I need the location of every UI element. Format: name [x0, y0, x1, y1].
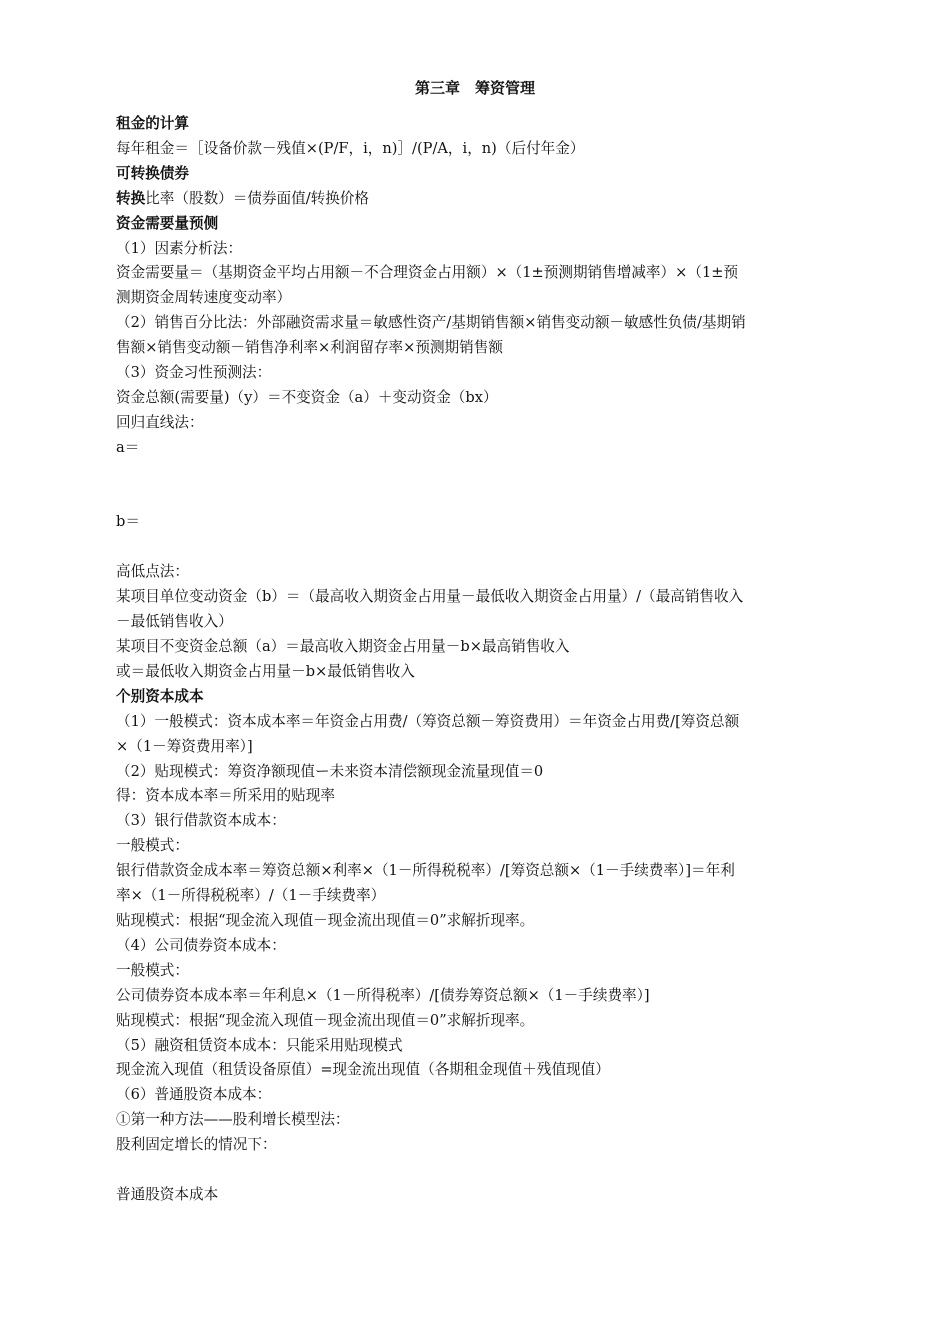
common-stock-cost-label: 普通股资本成本: [116, 1185, 219, 1203]
high-low-title: 高低点法：: [116, 563, 189, 581]
dividend-growth-method: ①第一种方法——股利增长模型法：: [116, 1111, 350, 1129]
high-low-b-line-2: －最低销售收入）: [116, 613, 233, 631]
formula-space: [116, 461, 852, 511]
bond-discount: 贴现模式：根据“现金流入现值－现金流出现值＝0”求解折现率。: [116, 1011, 535, 1029]
formula-space: [116, 1158, 852, 1183]
section-heading-rent: 租金的计算: [116, 115, 189, 132]
fund-habit-title: （3）资金习性预测法：: [116, 364, 272, 382]
conversion-ratio-text: 比率（股数）＝债券面值/转换价格: [145, 189, 370, 207]
bank-loan-formula-line-1: 银行借款资金成本率＝筹资总额×利率×（1－所得税税率）/[筹资总额×（1－手续费率）]＝年利: [116, 862, 735, 880]
high-low-a-line-1: 某项目不变资金总额（a）＝最高收入期资金占用量－b×最高销售收入: [116, 638, 570, 655]
sales-percentage-line-1: （2）销售百分比法：外部融资需求量＝敏感性资产/基期销售额×销售变动额－敏感性负债/基期销: [116, 314, 746, 332]
factor-analysis-line-1: 资金需要量＝（基期资金平均占用额－不合理资金占用额）×（1±预测期销售增减率）×（1±预: [116, 264, 739, 282]
a-equation: a＝: [116, 438, 140, 456]
general-model-line-2: ×（1－筹资费用率）]: [116, 737, 253, 755]
section-heading-convertible: 可转换债券: [116, 164, 189, 182]
common-stock-title: （6）普通股资本成本：: [116, 1086, 272, 1104]
bank-loan-discount: 贴现模式：根据“现金流入现值－现金流出现值＝0”求解折现率。: [116, 911, 535, 929]
conversion-ratio: [116, 187, 852, 212]
discount-model-line-1: （2）贴现模式：筹资净额现值ー未来资本清偿额现金流量现值＝0: [116, 762, 544, 780]
chapter-title: 第三章 筹资管理: [414, 79, 535, 97]
lease-formula: 现金流入现值（租赁设备原值）=现金流出现值（各期租金现值＋残值现值）: [116, 1061, 610, 1079]
sales-percentage-line-2: 售额×销售变动额－销售净利率×利润留存率×预测期销售额: [116, 339, 503, 357]
conversion-ratio-bold: 转换: [116, 189, 146, 207]
high-low-b-line-1: 某项目单位变动资金（b）＝（最高收入期资金占用量－最低收入期资金占用量）/（最高销售收入: [116, 588, 744, 606]
factor-analysis-line-2: 测期资金周转速度变动率）: [116, 289, 292, 307]
document-body: [116, 112, 852, 1208]
bond-title: （4）公司债券资本成本：: [116, 936, 286, 954]
section-heading-demand: 资金需要量预侧: [116, 214, 219, 232]
lease-title: （5）融资租赁资本成本：只能采用贴现模式: [116, 1036, 403, 1054]
general-model-line-1: （1）一般模式：资本成本率＝年资金占用费/（筹资总额－筹资费用）＝年资金占用费/[筹资总额: [116, 712, 740, 730]
rent-formula: 每年租金＝［设备价款－残值×(P/F，i，n)］/(P/A，i，n)（后付年金）: [116, 139, 585, 157]
fund-total-formula: 资金总额(需要量)（y）＝不变资金（a）＋变动资金（bx）: [116, 388, 498, 406]
fixed-growth-case: 股利固定增长的情况下：: [116, 1136, 277, 1154]
bank-loan-formula-line-2: 率×（1－所得税税率）/（1－手续费率）: [116, 887, 386, 905]
bond-formula: 公司债券资本成本率＝年利息×（1－所得税率）/[债券筹资总额×（1－手续费率）]: [116, 986, 650, 1004]
formula-space: [116, 535, 852, 560]
factor-analysis-title: （1）因素分析法：: [116, 239, 243, 257]
high-low-a-line-2: 或＝最低收入期资金占用量－b×最低销售收入: [116, 662, 415, 680]
bank-loan-general-label: 一般模式：: [116, 837, 189, 855]
b-equation: b＝: [116, 513, 140, 531]
discount-model-line-2: 得：资本成本率＝所采用的贴现率: [116, 787, 335, 805]
section-heading-capital-cost: 个别资本成本: [116, 687, 204, 705]
regression-title: 回归直线法：: [116, 413, 204, 431]
bank-loan-title: （3）银行借款资本成本：: [116, 812, 286, 830]
bond-general-label: 一般模式：: [116, 961, 189, 979]
